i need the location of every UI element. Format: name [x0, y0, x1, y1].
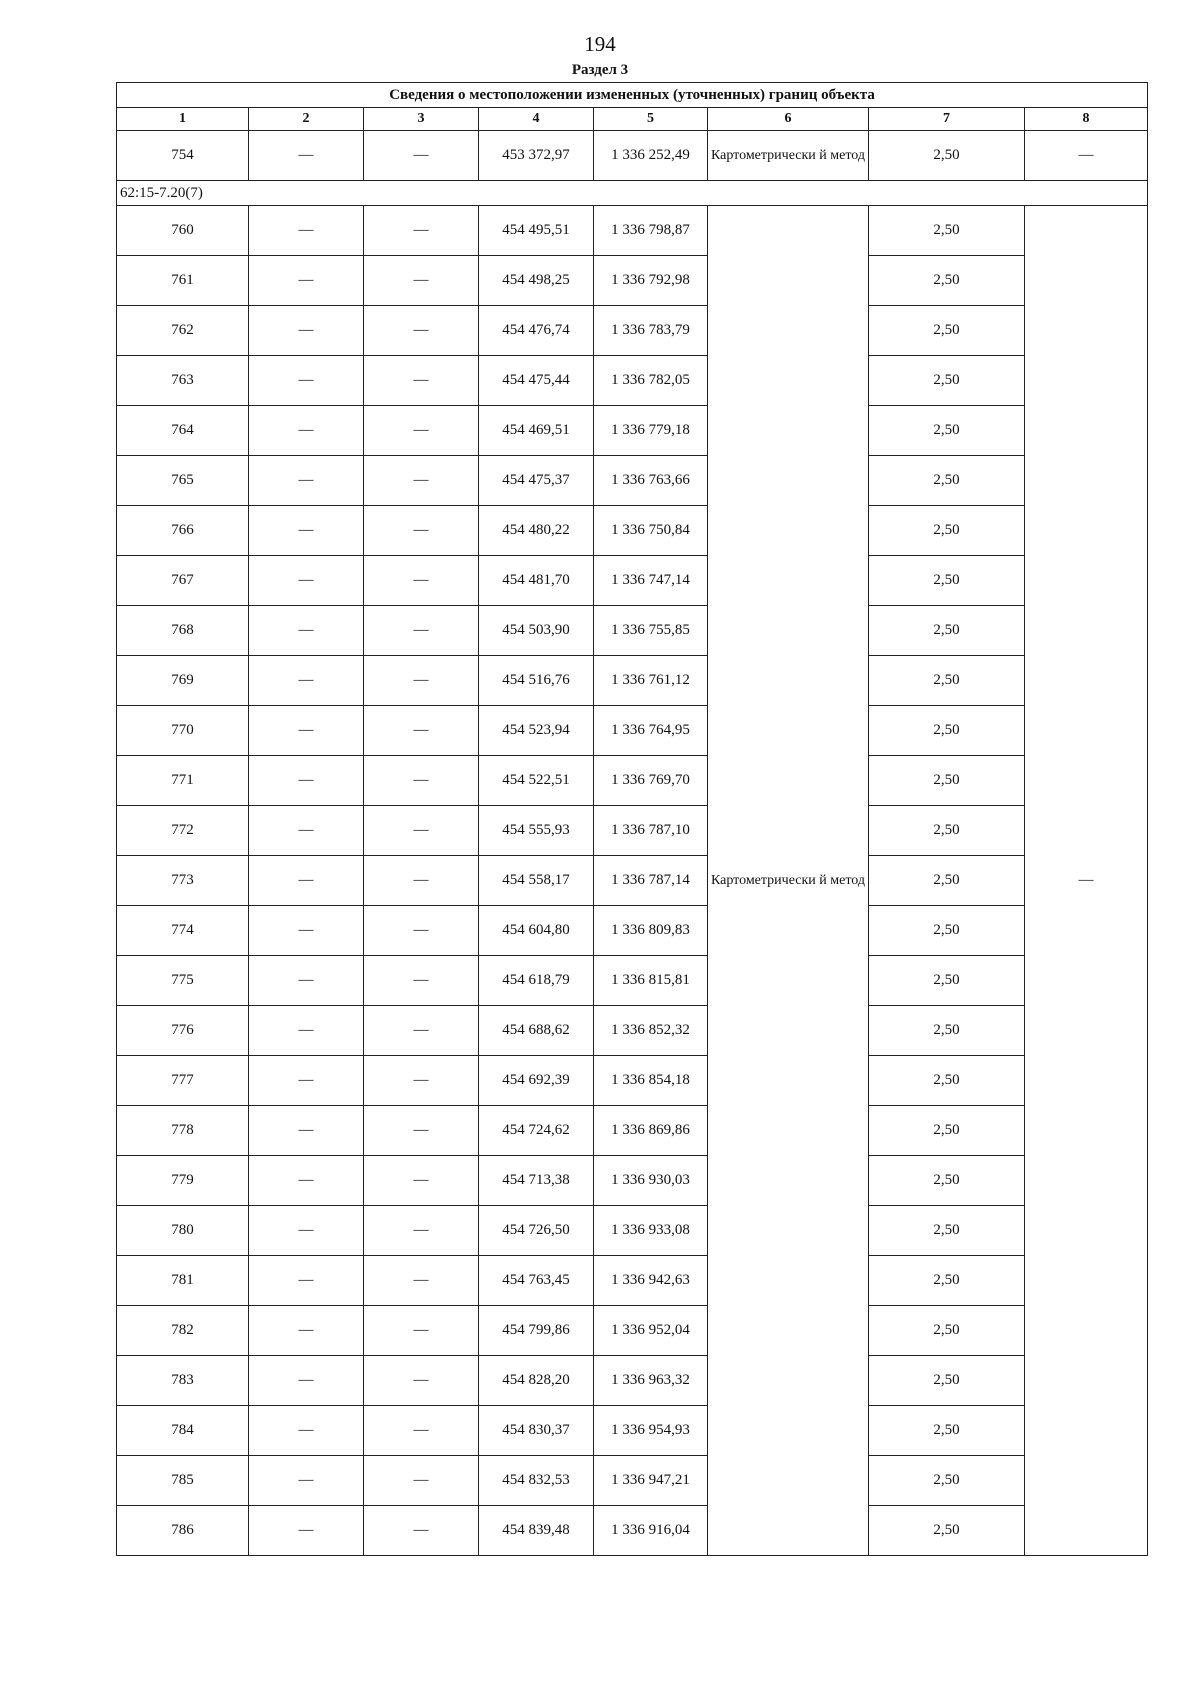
coordinate-y: 1 336 854,18	[594, 1056, 708, 1106]
coordinate-y: 1 336 764,95	[594, 706, 708, 756]
accuracy-cell: 2,50	[869, 606, 1025, 656]
table-row	[117, 1056, 1148, 1106]
accuracy-cell: 2,50	[869, 1156, 1025, 1206]
dash-cell: —	[364, 706, 479, 756]
coordinate-y: 1 336 761,12	[594, 656, 708, 706]
accuracy-cell: 2,50	[869, 956, 1025, 1006]
table-row	[117, 1256, 1148, 1306]
table-row	[117, 1306, 1148, 1356]
dash-cell: —	[364, 1156, 479, 1206]
coordinate-y: 1 336 787,10	[594, 806, 708, 856]
accuracy-cell: 2,50	[869, 1406, 1025, 1456]
accuracy-cell: 2,50	[869, 756, 1025, 806]
dash-cell: —	[249, 1456, 364, 1506]
point-number: 783	[117, 1356, 249, 1406]
table-row	[117, 1406, 1148, 1456]
accuracy-cell: 2,50	[869, 406, 1025, 456]
dash-cell: —	[364, 1056, 479, 1106]
dash-cell: —	[249, 131, 364, 181]
dash-cell: —	[364, 806, 479, 856]
section-title: Раздел 3	[571, 62, 629, 78]
coordinate-x: 454 503,90	[479, 606, 594, 656]
point-number: 776	[117, 1006, 249, 1056]
accuracy-cell: 2,50	[869, 506, 1025, 556]
point-number: 772	[117, 806, 249, 856]
coordinate-x: 454 522,51	[479, 756, 594, 806]
table-row	[117, 756, 1148, 806]
table-row	[117, 206, 1148, 256]
dash-cell: —	[249, 906, 364, 956]
dash-cell: —	[364, 131, 479, 181]
dash-cell: —	[249, 956, 364, 1006]
group-label-row	[117, 181, 1148, 206]
accuracy-cell: 2,50	[869, 556, 1025, 606]
point-number: 760	[117, 206, 249, 256]
coordinate-y: 1 336 916,04	[594, 1506, 708, 1556]
accuracy-cell: 2,50	[869, 1206, 1025, 1256]
point-number: 774	[117, 906, 249, 956]
dash-cell: —	[249, 1256, 364, 1306]
dash-cell: —	[249, 1056, 364, 1106]
accuracy-cell: 2,50	[869, 856, 1025, 906]
table-row	[117, 956, 1148, 1006]
coordinate-y: 1 336 755,85	[594, 606, 708, 656]
point-number: 761	[117, 256, 249, 306]
dash-cell: —	[364, 406, 479, 456]
coordinate-y: 1 336 952,04	[594, 1306, 708, 1356]
point-number: 778	[117, 1106, 249, 1156]
dash-cell: —	[249, 406, 364, 456]
dash-cell: —	[364, 856, 479, 906]
coordinate-x: 454 555,93	[479, 806, 594, 856]
table-row	[117, 656, 1148, 706]
point-number: 784	[117, 1406, 249, 1456]
dash-cell: —	[364, 1106, 479, 1156]
method-cell: Картометрически й метод	[708, 206, 869, 1556]
coordinate-x: 454 498,25	[479, 256, 594, 306]
point-number: 762	[117, 306, 249, 356]
dash-cell: —	[364, 306, 479, 356]
coordinate-y: 1 336 747,14	[594, 556, 708, 606]
coordinate-x: 454 481,70	[479, 556, 594, 606]
dash-cell: —	[364, 206, 479, 256]
dash-cell: —	[364, 1506, 479, 1556]
coordinate-x: 454 604,80	[479, 906, 594, 956]
coordinate-x: 453 372,97	[479, 131, 594, 181]
coordinate-y: 1 336 930,03	[594, 1156, 708, 1206]
dash-cell: —	[1025, 206, 1148, 1556]
dash-cell: —	[364, 506, 479, 556]
accuracy-cell: 2,50	[869, 131, 1025, 181]
dash-cell: —	[364, 1456, 479, 1506]
dash-cell: —	[364, 1256, 479, 1306]
coordinate-y: 1 336 933,08	[594, 1206, 708, 1256]
accuracy-cell: 2,50	[869, 706, 1025, 756]
coordinate-y: 1 336 947,21	[594, 1456, 708, 1506]
table-row	[117, 1356, 1148, 1406]
dash-cell: —	[249, 206, 364, 256]
coordinate-x: 454 475,44	[479, 356, 594, 406]
dash-cell: —	[249, 1356, 364, 1406]
point-number: 786	[117, 1506, 249, 1556]
coordinate-x: 454 495,51	[479, 206, 594, 256]
coordinate-y: 1 336 963,32	[594, 1356, 708, 1406]
table-row	[117, 606, 1148, 656]
coordinate-y: 1 336 869,86	[594, 1106, 708, 1156]
coordinate-y: 1 336 769,70	[594, 756, 708, 806]
dash-cell: —	[364, 606, 479, 656]
dash-cell: —	[364, 656, 479, 706]
dash-cell: —	[364, 956, 479, 1006]
coordinate-x: 454 832,53	[479, 1456, 594, 1506]
point-number: 780	[117, 1206, 249, 1256]
coordinate-x: 454 475,37	[479, 456, 594, 506]
dash-cell: —	[249, 1206, 364, 1256]
table-row	[117, 1456, 1148, 1506]
page-number: 194	[584, 32, 616, 56]
coordinate-x: 454 692,39	[479, 1056, 594, 1106]
accuracy-cell: 2,50	[869, 306, 1025, 356]
coordinate-x: 454 688,62	[479, 1006, 594, 1056]
point-number: 782	[117, 1306, 249, 1356]
column-number: 3	[364, 108, 479, 131]
dash-cell: —	[249, 1406, 364, 1456]
coordinate-x: 454 618,79	[479, 956, 594, 1006]
coordinate-x: 454 799,86	[479, 1306, 594, 1356]
table-caption: Сведения о местоположении измененных (уточненных) границ объекта	[117, 83, 1148, 108]
column-number: 4	[479, 108, 594, 131]
dash-cell: —	[249, 1506, 364, 1556]
coordinate-y: 1 336 787,14	[594, 856, 708, 906]
point-number: 770	[117, 706, 249, 756]
dash-cell: —	[249, 756, 364, 806]
accuracy-cell: 2,50	[869, 1006, 1025, 1056]
point-number: 754	[117, 131, 249, 181]
accuracy-cell: 2,50	[869, 356, 1025, 406]
table-row	[117, 306, 1148, 356]
dash-cell: —	[249, 1106, 364, 1156]
point-number: 767	[117, 556, 249, 606]
coordinate-x: 454 763,45	[479, 1256, 594, 1306]
point-number: 777	[117, 1056, 249, 1106]
dash-cell: —	[249, 556, 364, 606]
dash-cell: —	[364, 1306, 479, 1356]
accuracy-cell: 2,50	[869, 906, 1025, 956]
dash-cell: —	[249, 706, 364, 756]
dash-cell: —	[364, 556, 479, 606]
dash-cell: —	[249, 506, 364, 556]
table-row	[117, 1156, 1148, 1206]
coordinate-y: 1 336 783,79	[594, 306, 708, 356]
coordinate-y: 1 336 782,05	[594, 356, 708, 406]
coordinate-x: 454 713,38	[479, 1156, 594, 1206]
accuracy-cell: 2,50	[869, 1456, 1025, 1506]
table-row	[117, 456, 1148, 506]
dash-cell: —	[364, 356, 479, 406]
dash-cell: —	[249, 356, 364, 406]
coordinate-y: 1 336 815,81	[594, 956, 708, 1006]
coordinate-y: 1 336 779,18	[594, 406, 708, 456]
coordinate-x: 454 476,74	[479, 306, 594, 356]
point-number: 765	[117, 456, 249, 506]
table-row	[117, 1506, 1148, 1556]
point-number: 771	[117, 756, 249, 806]
dash-cell: —	[364, 1356, 479, 1406]
point-number: 779	[117, 1156, 249, 1206]
column-number-row	[117, 108, 1148, 131]
coordinate-y: 1 336 809,83	[594, 906, 708, 956]
column-number: 5	[594, 108, 708, 131]
dash-cell: —	[249, 1306, 364, 1356]
column-number: 6	[708, 108, 869, 131]
coordinate-x: 454 830,37	[479, 1406, 594, 1456]
column-number: 8	[1025, 108, 1148, 131]
dash-cell: —	[364, 456, 479, 506]
coordinate-y: 1 336 792,98	[594, 256, 708, 306]
dash-cell: —	[364, 1406, 479, 1456]
table-row	[117, 356, 1148, 406]
coordinate-y: 1 336 954,93	[594, 1406, 708, 1456]
boundary-coordinates-table	[116, 82, 1148, 1556]
table-row	[117, 806, 1148, 856]
coordinate-x: 454 726,50	[479, 1206, 594, 1256]
accuracy-cell: 2,50	[869, 1106, 1025, 1156]
point-number: 768	[117, 606, 249, 656]
dash-cell: —	[249, 656, 364, 706]
accuracy-cell: 2,50	[869, 256, 1025, 306]
dash-cell: —	[249, 306, 364, 356]
table-row	[117, 1206, 1148, 1256]
point-number: 775	[117, 956, 249, 1006]
accuracy-cell: 2,50	[869, 806, 1025, 856]
table-row	[117, 406, 1148, 456]
point-number: 764	[117, 406, 249, 456]
point-number: 773	[117, 856, 249, 906]
dash-cell: —	[249, 1156, 364, 1206]
coordinate-y: 1 336 750,84	[594, 506, 708, 556]
coordinate-x: 454 839,48	[479, 1506, 594, 1556]
table-row	[117, 1006, 1148, 1056]
coordinate-x: 454 523,94	[479, 706, 594, 756]
coordinate-y: 1 336 763,66	[594, 456, 708, 506]
accuracy-cell: 2,50	[869, 206, 1025, 256]
table-row	[117, 556, 1148, 606]
accuracy-cell: 2,50	[869, 1506, 1025, 1556]
coordinate-y: 1 336 852,32	[594, 1006, 708, 1056]
coordinate-x: 454 516,76	[479, 656, 594, 706]
point-number: 766	[117, 506, 249, 556]
coordinate-x: 454 480,22	[479, 506, 594, 556]
table-row	[117, 256, 1148, 306]
accuracy-cell: 2,50	[869, 1056, 1025, 1106]
table-row	[117, 506, 1148, 556]
dash-cell: —	[249, 1006, 364, 1056]
coordinate-x: 454 469,51	[479, 406, 594, 456]
column-number: 7	[869, 108, 1025, 131]
column-number: 2	[249, 108, 364, 131]
dash-cell: —	[249, 806, 364, 856]
accuracy-cell: 2,50	[869, 1306, 1025, 1356]
column-number: 1	[117, 108, 249, 131]
table-row	[117, 706, 1148, 756]
point-number: 763	[117, 356, 249, 406]
group-label: 62:15-7.20(7)	[117, 181, 1148, 206]
dash-cell: —	[249, 856, 364, 906]
dash-cell: —	[364, 256, 479, 306]
dash-cell: —	[364, 906, 479, 956]
dash-cell: —	[249, 456, 364, 506]
accuracy-cell: 2,50	[869, 456, 1025, 506]
accuracy-cell: 2,50	[869, 1356, 1025, 1406]
coordinate-x: 454 828,20	[479, 1356, 594, 1406]
point-number: 785	[117, 1456, 249, 1506]
accuracy-cell: 2,50	[869, 1256, 1025, 1306]
point-number: 781	[117, 1256, 249, 1306]
dash-cell: —	[1025, 131, 1148, 181]
table-row	[117, 131, 1148, 181]
table-row	[117, 1106, 1148, 1156]
point-number: 769	[117, 656, 249, 706]
table-row	[117, 856, 1148, 906]
dash-cell: —	[364, 756, 479, 806]
coordinate-x: 454 724,62	[479, 1106, 594, 1156]
dash-cell: —	[364, 1006, 479, 1056]
dash-cell: —	[249, 606, 364, 656]
method-cell: Картометрически й метод	[708, 131, 869, 181]
coordinate-y: 1 336 798,87	[594, 206, 708, 256]
accuracy-cell: 2,50	[869, 656, 1025, 706]
table-row	[117, 906, 1148, 956]
coordinate-y: 1 336 252,49	[594, 131, 708, 181]
dash-cell: —	[364, 1206, 479, 1256]
dash-cell: —	[249, 256, 364, 306]
coordinate-y: 1 336 942,63	[594, 1256, 708, 1306]
coordinate-x: 454 558,17	[479, 856, 594, 906]
